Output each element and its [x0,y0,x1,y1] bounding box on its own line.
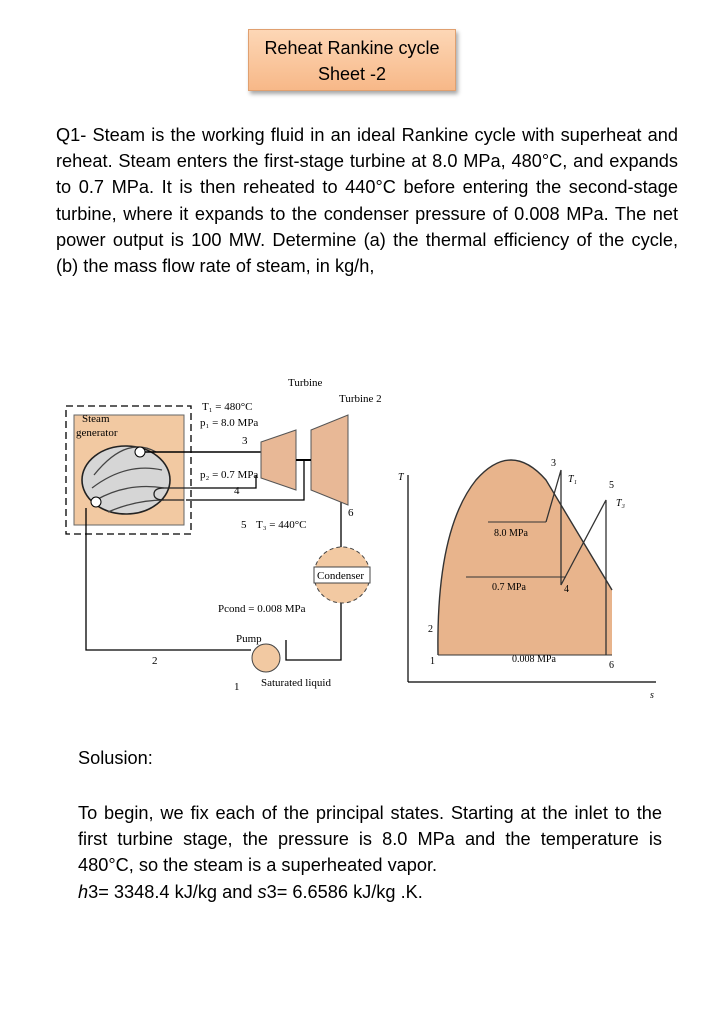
line-state2-return [86,508,251,650]
point2-label: 2 [428,624,433,635]
p-low-label: 0.008 MPa [512,654,556,665]
pump-shape [252,644,280,672]
solution-heading: Solusion: [78,748,153,768]
boiler-outlet-node [135,447,145,457]
point1-label: 1 [430,656,435,667]
p-high-label: 8.0 MPa [494,528,528,539]
state2-label: 2 [152,655,158,667]
turbine-1-shape [261,430,296,490]
s-axis-label: s [650,690,654,701]
point3-label: 3 [551,458,556,469]
rankine-figure [56,370,696,710]
p1-label: p₁ = 8.0 MPa [200,417,259,429]
pump-label: Pump [236,633,262,645]
s3-value: 3= 6.6586 kJ/kg .K. [266,881,423,902]
schematic [66,377,382,693]
pcond-label: Pcond = 0.008 MPa [218,603,306,615]
h3-symbol: h [78,881,89,902]
state1-label: 1 [234,681,240,693]
steam-gen-label-1: Steam [82,413,110,425]
t3-label: T₃ = 440°C [256,519,307,531]
solution-values [78,879,662,905]
title-line-1: Reheat Rankine cycle [264,38,440,58]
t-axis-label: T [398,472,404,483]
shaded-region [438,460,612,655]
solution-text [78,800,662,905]
condenser-label: Condenser [317,570,365,582]
t1-curve-label: T₁ [568,474,578,485]
title-box [248,29,456,91]
point4-label: 4 [564,584,569,595]
title-line-2: Sheet -2 [317,64,387,84]
t1-label: T₁ = 480°C [202,401,253,413]
turbine2-label: Turbine 2 [339,393,382,405]
s3-symbol: s [257,881,267,902]
p2-label: p₂ = 0.7 MPa [200,469,259,481]
state5-label: 5 [241,519,247,531]
p-mid-label: 0.7 MPa [492,582,526,593]
sat-liquid-label: Saturated liquid [261,677,331,689]
state3-label: 3 [242,435,248,447]
steam-gen-label-2: generator [76,427,118,439]
point5-label: 5 [609,480,614,491]
question-text: Q1- Steam is the working fluid in an ideal Rankine cycle with superheat and reheat. Steam enters the first-stage turbine at 8.0 MPa, 480°C, and expands to 0.7 MPa. It is then reheated to 440°C before entering the second-stage turbine, where it expands to the condenser pressure of 0.008 MPa. The net power output is 100 MW. Determine (a) the thermal efficiency of the cycle, (b) the mass flow rate of steam, in kg/h, [56,125,678,277]
ts-diagram [398,458,656,701]
turbine-2-shape [311,415,348,505]
boiler-inlet-node [91,497,101,507]
turbine-label: Turbine [288,377,323,389]
h3-value: 3= 3348.4 kJ/kg and [88,881,258,902]
point6-label: 6 [609,660,614,671]
solution-paragraph: To begin, we fix each of the principal states. Starting at the inlet to the first turbine stage, the pressure is 8.0 MPa and the temperature is 480°C, so the steam is a superheated vapor. [78,803,662,876]
state6-label: 6 [348,507,354,519]
state4-label: 4 [234,485,240,497]
t3-curve-label: T₃ [616,498,626,509]
